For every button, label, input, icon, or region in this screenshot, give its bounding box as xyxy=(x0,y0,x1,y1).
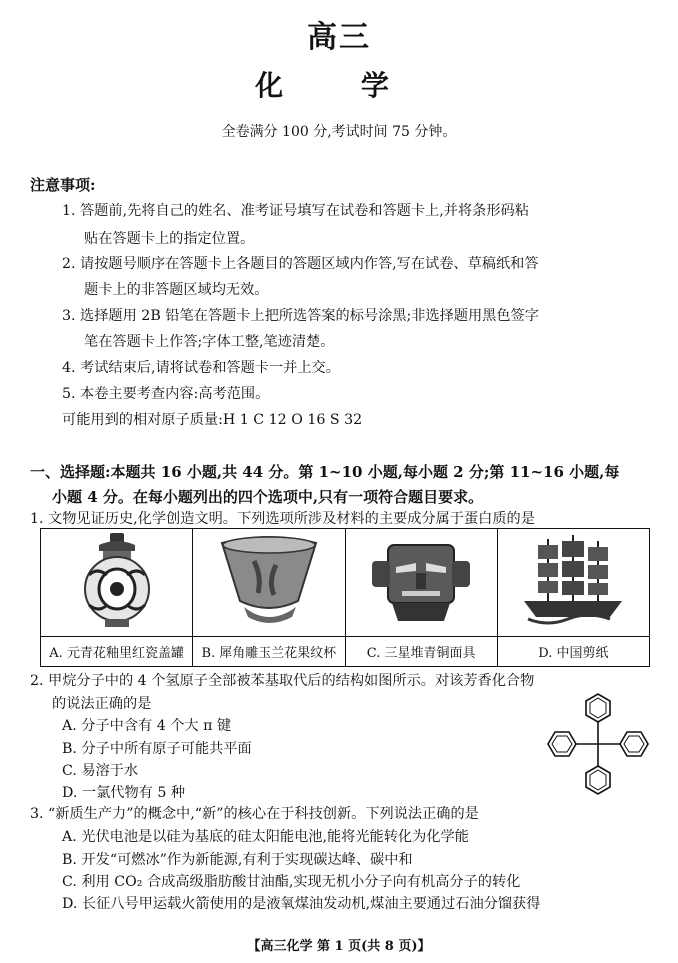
question-2-option-c: C. 易溶于水 xyxy=(62,763,139,779)
option-a-image-cell xyxy=(41,529,193,637)
notice-item-1-cont: 贴在答题卡上的指定位置。 xyxy=(84,231,255,247)
option-c-label: C. 三星堆青铜面具 xyxy=(345,637,497,667)
notice-item-2: 2. 请按题号顺序在答题卡上各题目的答题区域内作答,写在试卷、草稿纸和答 xyxy=(62,256,539,272)
rhino-horn-cup-icon xyxy=(214,531,324,631)
notice-item-1: 1. 答题前,先将自己的姓名、准考证号填写在试卷和答题卡上,并将条形码粘 xyxy=(62,203,529,219)
question-3-stem: 3. “新质生产力”的概念中,“新”的核心在于科技创新。下列说法正确的是 xyxy=(30,806,479,822)
notice-item-2-cont: 题卡上的非答题区域均无效。 xyxy=(84,282,269,298)
question-1-stem: 1. 文物见证历史,化学创造文明。下列选项所涉及材料的主要成分属于蛋白质的是 xyxy=(30,511,535,527)
question-3-option-d: D. 长征八号甲运载火箭使用的是液氧煤油发动机,煤油主要通过石油分馏获得 xyxy=(62,896,541,912)
option-c-image-cell xyxy=(345,529,497,637)
page-footer: 【高三化学 第 1 页(共 8 页)】 xyxy=(247,939,431,954)
question-3-option-c: C. 利用 CO₂ 合成高级脂肪酸甘油酯,实现无机小分子向有机高分子的转化 xyxy=(62,874,521,890)
question-3-option-b: B. 开发“可燃冰”作为新能源,有利于实现碳达峰、碳中和 xyxy=(62,852,413,868)
option-b-image-cell xyxy=(193,529,345,637)
tetraphenylmethane-structure-icon xyxy=(540,682,670,812)
bronze-mask-icon xyxy=(366,531,476,631)
question-2-option-d: D. 一氯代物有 5 种 xyxy=(62,785,186,801)
exam-subject-title: 化 学 xyxy=(255,69,423,102)
notice-item-5: 5. 本卷主要考查内容:高考范围。 xyxy=(62,386,270,402)
question-2-option-a: A. 分子中含有 4 个大 π 键 xyxy=(62,718,232,734)
section-1-heading: 一、选择题:本题共 16 小题,共 44 分。第 1~10 小题,每小题 2 分;第 11~16 小题,每 xyxy=(30,463,620,481)
exam-grade-title: 高三 xyxy=(307,20,371,55)
atomic-mass-info: 可能用到的相对原子质量:H 1 C 12 O 16 S 32 xyxy=(62,412,363,428)
option-b-label: B. 犀角雕玉兰花果纹杯 xyxy=(193,637,345,667)
notice-title: 注意事项: xyxy=(30,176,96,194)
full-score-info: 全卷满分 100 分,考试时间 75 分钟。 xyxy=(221,124,457,140)
notice-item-3-cont: 笔在答题卡上作答;字体工整,笔迹清楚。 xyxy=(84,334,335,350)
option-a-label: A. 元青花釉里红瓷盖罐 xyxy=(41,637,193,667)
question-1-options-table xyxy=(40,528,650,667)
question-2-stem: 2. 甲烷分子中的 4 个氢原子全部被苯基取代后的结构如图所示。对该芳香化合物 xyxy=(30,673,535,689)
option-d-image-cell xyxy=(497,529,649,637)
section-1-heading-cont: 小题 4 分。在每小题列出的四个选项中,只有一项符合题目要求。 xyxy=(52,488,484,506)
question-3-option-a: A. 光伏电池是以硅为基底的硅太阳能电池,能将光能转化为化学能 xyxy=(62,829,469,845)
question-2-option-b: B. 分子中所有原子可能共平面 xyxy=(62,741,252,757)
question-2-stem-cont: 的说法正确的是 xyxy=(52,696,152,712)
option-d-label: D. 中国剪纸 xyxy=(497,637,649,667)
porcelain-jar-icon xyxy=(77,531,157,631)
paper-cut-ship-icon xyxy=(518,531,628,631)
notice-item-4: 4. 考试结束后,请将试卷和答题卡一并上交。 xyxy=(62,360,340,376)
notice-item-3: 3. 选择题用 2B 铅笔在答题卡上把所选答案的标号涂黑;非选择题用黑色签字 xyxy=(62,308,539,324)
